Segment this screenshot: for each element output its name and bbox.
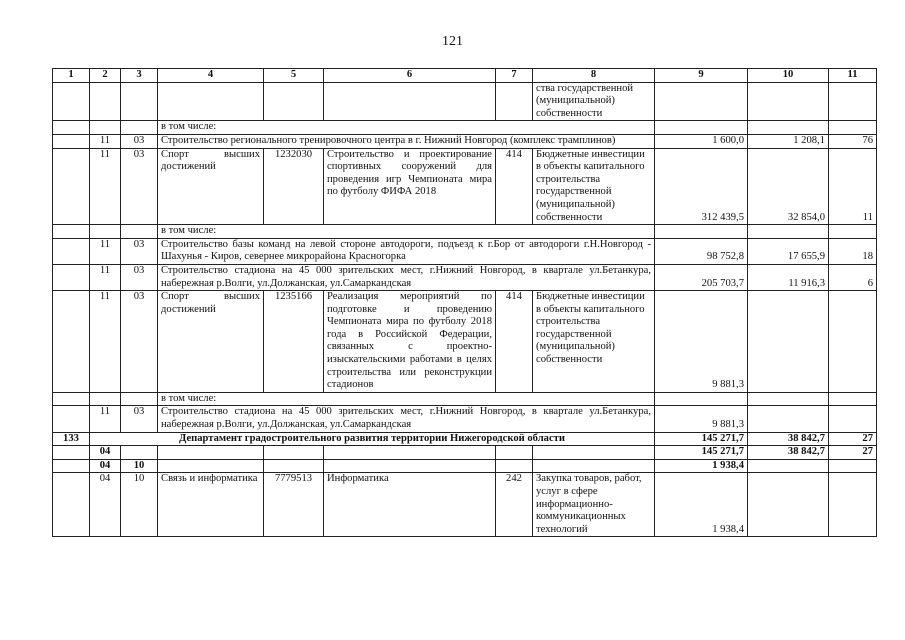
cell-program-name: Реализация мероприятий по подготовке и проведению Чемпионата мира по футболу 2018 года в Российской Федерации, связанных с проектно-изыскательскими работами в целях строительства или реконструкции стадионов	[324, 291, 496, 393]
cell-subsection: 10	[121, 473, 158, 537]
column-header: 1	[53, 69, 90, 83]
cell-expense-type: Бюджетные инвестиции в объекты капитального строительства государственной (муниципальной) собственности	[533, 148, 655, 225]
cell-amount-executed	[748, 406, 829, 432]
cell-object-name: Строительство базы команд на левой стороне автодороги, подъезд к г.Бор от автодороги г.Н.Новгород - Шахунья - Киров, севернее микрорайона Красногорка	[158, 238, 655, 264]
cell-subsection: 03	[121, 134, 158, 148]
column-header: 3	[121, 69, 158, 83]
column-header: 10	[748, 69, 829, 83]
cell-amount-executed: 38 842,7	[748, 446, 829, 460]
table-row	[53, 225, 877, 239]
cell-amount-executed: 38 842,7	[748, 432, 829, 446]
column-header: 2	[90, 69, 121, 83]
cell-section-name: Спорт высших достижений	[158, 291, 264, 393]
cell-amount-executed	[748, 459, 829, 473]
cell-object-name: Строительство стадиона на 45 000 зрительских мест, г.Нижний Новгород, в квартале ул.Бетанкура, набережная р.Волги, ул.Должанская, ул.Самаркандская	[158, 406, 655, 432]
cell-subsection	[121, 446, 158, 460]
cell-subsection: 03	[121, 238, 158, 264]
cell-department-code: 133	[53, 432, 90, 446]
cell-program-name: Строительство и проектирование спортивных сооружений для проведения игр Чемпионата мира по футболу ФИФА 2018	[324, 148, 496, 225]
table-row	[53, 238, 877, 264]
section-total-row	[53, 446, 877, 460]
table-row	[53, 473, 877, 537]
cell-percent	[829, 406, 877, 432]
cell-section: 11	[90, 238, 121, 264]
cell-subsection: 10	[121, 459, 158, 473]
cell-expense-type: ства государственной (муниципальной) собственности	[533, 82, 655, 121]
page-number: 121	[442, 34, 463, 49]
cell-note: в том числе:	[158, 225, 655, 239]
cell-amount: 1 600,0	[655, 134, 748, 148]
budget-table	[52, 68, 877, 537]
cell-program-name: Информатика	[324, 473, 496, 537]
cell-section: 11	[90, 134, 121, 148]
cell-amount: 9 881,3	[655, 406, 748, 432]
cell-percent: 6	[829, 264, 877, 290]
cell-amount: 98 752,8	[655, 238, 748, 264]
cell-subsection: 03	[121, 148, 158, 225]
table-row	[53, 264, 877, 290]
cell-amount-executed: 11 916,3	[748, 264, 829, 290]
cell-amount: 1 938,4	[655, 473, 748, 537]
column-header: 6	[324, 69, 496, 83]
cell-amount: 1 938,4	[655, 459, 748, 473]
cell-amount: 9 881,3	[655, 291, 748, 393]
cell-amount-executed	[748, 473, 829, 537]
cell-object-name: Строительство регионального тренировочного центра в г. Нижний Новгород (комплекс трамплинов)	[158, 134, 655, 148]
cell-note: в том числе:	[158, 121, 655, 135]
cell-amount: 205 703,7	[655, 264, 748, 290]
cell-section: 04	[90, 446, 121, 460]
cell-expense-code: 414	[496, 148, 533, 225]
cell-expense-code: 242	[496, 473, 533, 537]
cell-amount-executed	[748, 291, 829, 393]
cell-percent	[829, 291, 877, 393]
cell-section-name: Спорт высших достижений	[158, 148, 264, 225]
cell-expense-type: Бюджетные инвестиции в объекты капитального строительства государственной (муниципальной) собственности	[533, 291, 655, 393]
subsection-total-row	[53, 459, 877, 473]
department-row	[53, 432, 877, 446]
table-row	[53, 291, 877, 393]
cell-amount-executed: 1 208,1	[748, 134, 829, 148]
cell-section: 11	[90, 406, 121, 432]
cell-amount-executed: 32 854,0	[748, 148, 829, 225]
cell-target-code: 7779513	[264, 473, 324, 537]
column-header: 7	[496, 69, 533, 83]
cell-section-name: Связь и информатика	[158, 473, 264, 537]
cell-object-name: Строительство стадиона на 45 000 зрительских мест, г.Нижний Новгород, в квартале ул.Бетанкура, набережная р.Волги, ул.Должанская, ул.Самаркандская	[158, 264, 655, 290]
cell-amount: 312 439,5	[655, 148, 748, 225]
cell-subsection: 03	[121, 291, 158, 393]
table-row	[53, 82, 877, 121]
cell-section: 11	[90, 291, 121, 393]
cell-note: в том числе:	[158, 392, 655, 406]
table-row	[53, 134, 877, 148]
cell-section: 04	[90, 473, 121, 537]
cell-percent	[829, 473, 877, 537]
table-row	[53, 406, 877, 432]
cell-percent	[829, 459, 877, 473]
column-header: 11	[829, 69, 877, 83]
column-header: 4	[158, 69, 264, 83]
cell-target-code: 1232030	[264, 148, 324, 225]
cell-amount: 145 271,7	[655, 432, 748, 446]
cell-target-code: 1235166	[264, 291, 324, 393]
cell-percent: 27	[829, 432, 877, 446]
column-header: 9	[655, 69, 748, 83]
cell-percent: 11	[829, 148, 877, 225]
cell-expense-code: 414	[496, 291, 533, 393]
column-header: 8	[533, 69, 655, 83]
cell-percent: 27	[829, 446, 877, 460]
cell-amount: 145 271,7	[655, 446, 748, 460]
cell-expense-type: Закупка товаров, работ, услуг в сфере информационно-коммуникационных технологий	[533, 473, 655, 537]
cell-percent: 76	[829, 134, 877, 148]
column-header: 5	[264, 69, 324, 83]
cell-percent: 18	[829, 238, 877, 264]
cell-section: 11	[90, 264, 121, 290]
cell-subsection: 03	[121, 264, 158, 290]
cell-section: 11	[90, 148, 121, 225]
table-row	[53, 148, 877, 225]
table-header-row	[53, 69, 877, 83]
cell-section: 04	[90, 459, 121, 473]
cell-amount-executed: 17 655,9	[748, 238, 829, 264]
table-row	[53, 392, 877, 406]
cell-department-name: Департамент градостроительного развития территории Нижегородской области	[90, 432, 655, 446]
cell-subsection: 03	[121, 406, 158, 432]
table-row	[53, 121, 877, 135]
